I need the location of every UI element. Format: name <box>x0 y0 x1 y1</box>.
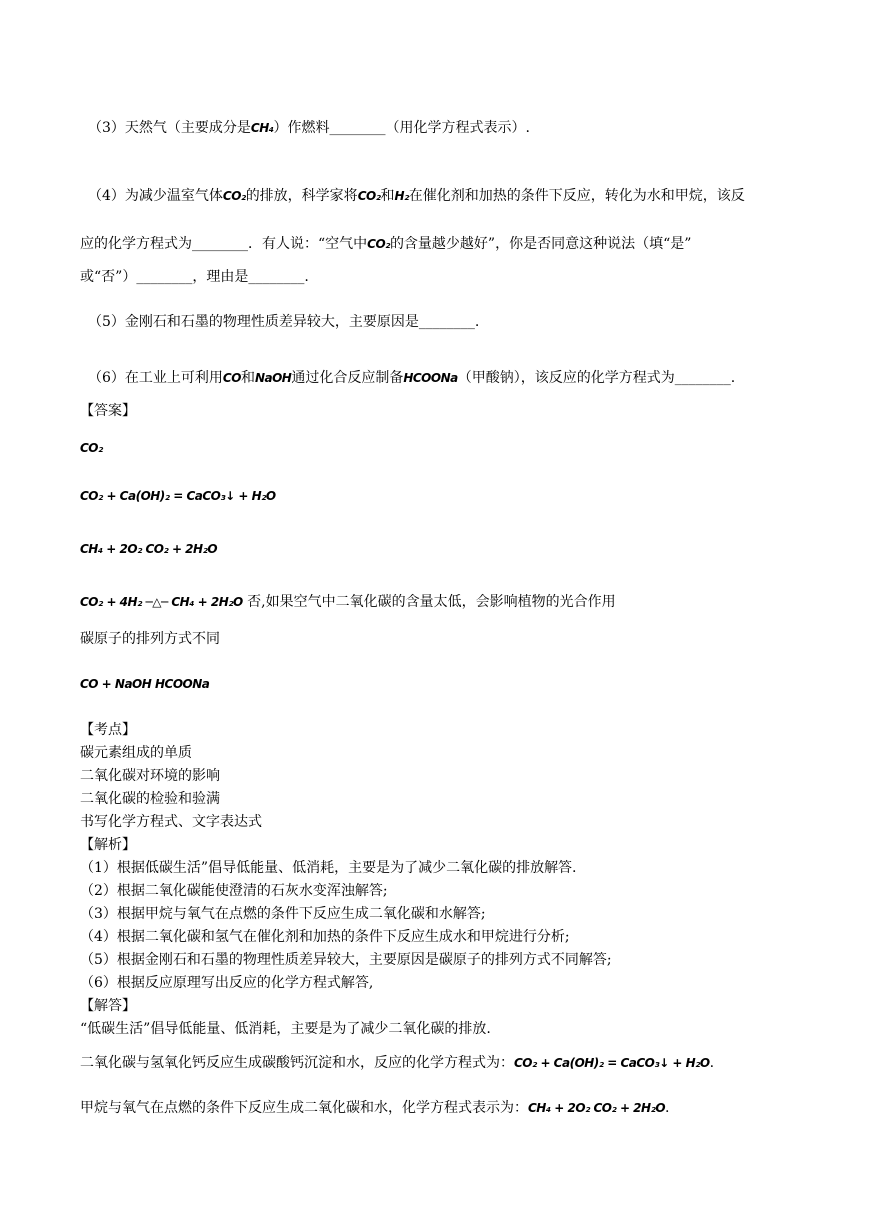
q6-text: （甲酸钠），该反应的化学方程式为 <box>457 370 675 386</box>
q4-text: 应的化学方程式为 <box>80 236 192 252</box>
answer-3 <box>80 539 217 559</box>
q5-text: . <box>474 314 480 330</box>
q6-text: （6）在工业上可利用 <box>88 370 223 386</box>
formula-naoh: NaOH <box>254 371 292 385</box>
q4-text: 和 <box>380 188 395 204</box>
kaodian-item: 二氧化碳对环境的影响 <box>80 768 220 784</box>
answer-5: 碳原子的排列方式不同 <box>80 631 220 647</box>
q4-text: ．有人说：“空气中 <box>248 236 368 252</box>
formula-answer: CO + NaOH HCOONa <box>80 677 210 691</box>
jiexi-item: （6）根据反应原理写出反应的化学方程式解答, <box>80 975 374 991</box>
answer-6 <box>80 674 209 694</box>
q4-text: 的排放，科学家将 <box>245 188 358 204</box>
formula-h2: H₂ <box>394 189 409 203</box>
question-6 <box>88 368 735 388</box>
q4-text: （4）为减少温室气体 <box>88 188 223 204</box>
formula-ch4: CH₄ <box>250 121 274 135</box>
jiexi-item: （5）根据金刚石和石墨的物理性质差异较大，主要原因是碳原子的排列方式不同解答; <box>80 952 612 968</box>
q4-text: ，理由是 <box>192 269 249 285</box>
formula-answer: CO₂ + Ca(OH)₂ = CaCO₃↓ + H₂O <box>80 489 276 503</box>
answer-2 <box>80 486 276 506</box>
formula-hcoona: HCOONa <box>403 371 458 385</box>
q5-text: （5）金刚石和石墨的物理性质差异较大，主要原因是 <box>88 314 419 330</box>
question-4-line-3 <box>80 267 309 287</box>
jieda-heading: 【解答】 <box>80 998 136 1014</box>
jiexi-item: （3）根据甲烷与氧气在点燃的条件下反应生成二氧化碳和水解答; <box>80 906 486 922</box>
jiexi-item: （2）根据二氧化碳能使澄清的石灰水变浑浊解答; <box>80 883 388 899</box>
jiexi-heading: 【解析】 <box>80 837 136 853</box>
q3-text-a: （3）天然气（主要成分是 <box>88 120 251 136</box>
answer-blank: ________ <box>192 236 248 252</box>
question-4-line-1 <box>88 186 745 206</box>
answer-blank: ________ <box>136 269 193 285</box>
formula-co: CO <box>222 371 241 385</box>
formula-co2: CO₂ <box>357 189 381 203</box>
answer-blank: ________ <box>674 370 731 386</box>
jieda-text: 二氧化碳与氢氧化钙反应生成碳酸钙沉淀和水，反应的化学方程式为： <box>80 1055 514 1071</box>
q6-text: 和 <box>240 370 255 386</box>
answer-blank: ________ <box>418 314 475 330</box>
formula-answer: CH₄ + 2O₂ CO₂ + 2H₂O <box>80 542 218 556</box>
q4-text: 在催化剂和加热的条件下反应，转化为水和甲烷，该反 <box>408 188 745 204</box>
answer-blank: ________ <box>329 120 386 136</box>
jiexi-item: （1）根据低碳生活”倡导低能量、低消耗，主要是为了减少二氧化碳的排放解答. <box>80 860 577 876</box>
jieda-text: . <box>709 1055 715 1071</box>
kaodian-item: 二氧化碳的检验和验满 <box>80 791 220 807</box>
answer-4 <box>80 592 616 612</box>
jieda-text: . <box>665 1100 670 1116</box>
formula-answer: CO₂ + Ca(OH)₂ = CaCO₃↓ + H₂O <box>514 1056 710 1070</box>
question-4-line-2 <box>80 234 691 254</box>
answer-heading: 【答案】 <box>80 403 136 419</box>
formula-co2: CO₂ <box>222 189 246 203</box>
q4-text: 或“否”） <box>80 269 137 285</box>
jieda-line-3 <box>80 1098 669 1118</box>
question-5 <box>88 312 479 332</box>
answer-1 <box>80 438 103 458</box>
q6-text: 通过化合反应制备 <box>291 370 404 386</box>
answer-blank: ________ <box>248 269 305 285</box>
q4-text: 的含量越少越好”，你是否同意这种说法（填“是” <box>389 236 692 252</box>
jieda-line-2 <box>80 1053 714 1073</box>
q3-text-b: ）作燃料 <box>273 120 330 136</box>
kaodian-item: 书写化学方程式、文字表达式 <box>80 814 262 830</box>
formula-answer: CO₂ <box>80 441 103 455</box>
jieda-text: 甲烷与氧气在点燃的条件下反应生成二氧化碳和水，化学方程式表示为： <box>80 1100 528 1116</box>
question-3 <box>88 118 530 138</box>
q3-text-c: （用化学方程式表示）. <box>385 120 530 136</box>
kaodian-heading: 【考点】 <box>80 722 136 738</box>
jieda-line-1: “低碳生活”倡导低能量、低消耗，主要是为了减少二氧化碳的排放. <box>80 1021 491 1037</box>
formula-answer: CO₂ + 4H₂ ─△─ CH₄ + 2H₂O <box>80 595 243 609</box>
formula-co2: CO₂ <box>367 237 390 251</box>
q4-text: . <box>304 269 309 285</box>
formula-answer: CH₄ + 2O₂ CO₂ + 2H₂O <box>528 1101 666 1115</box>
q6-text: . <box>730 370 736 386</box>
kaodian-item: 碳元素组成的单质 <box>80 745 192 761</box>
jiexi-item: （4）根据二氧化碳和氢气在催化剂和加热的条件下反应生成水和甲烷进行分析; <box>80 929 570 945</box>
answer-4-text: 否,如果空气中二氧化碳的含量太低，会影响植物的光合作用 <box>242 594 616 610</box>
